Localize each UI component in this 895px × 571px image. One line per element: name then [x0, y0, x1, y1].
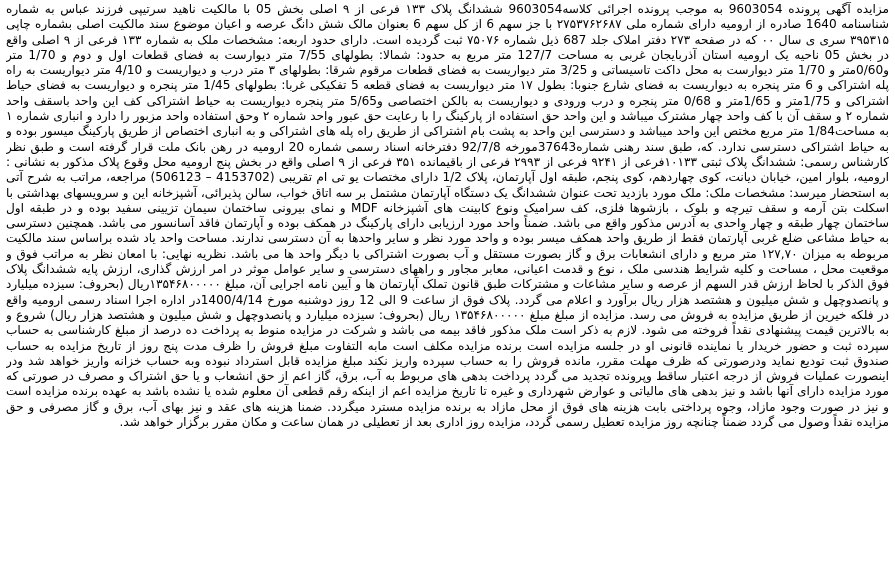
notice-body-text: مزایده آگهی پرونده 9603054 به موجب پرونده اجرائی کلاسه9603054 ششدانگ پلاک ۱۳۳ فرعی از ۹ اصلی بخش 05 با مالکیت ناهید سرتیپی فرزند عباس به شماره شناسنامه 1640 صادره از ارومیه دارای شماره ملی ۲۷۵۳۷۶۲۶۸۷ با جز سهم 6 از کل سهم 6 بعنوان مالک شش دانگ عرصه و اعیان موضوع سند مالکیت اصلی بشماره چاپی ۳۹۵۳۱۵ سری ی سال ۰۰ که در صفحه ۲۷۳ دفتر املاک جلد 687 ذیل شماره ۷۵۰۷۶ ثبت گردیده است. دارای حدود اربعه: مشخصات ملک به شماره ۱۳۳ فرعی از ۹ اصلی واقع در بخش 05 ناحیه یک ارومیه استان آذربایجان غربی به مساحت 127/7 متر مربع به حدود: شمالا: بطولهای 7/55 متر دیوارست به فضای قطعات اول و دوم و 1/70 متر و0/60متر و 1/70 متر دیوارست به محل داکت تاسیساتی و 3/25 متر دیواریست به فضای قطعات مرقوم شرقا: بطولهای ۳ متر درب و دیواریست و 4/10 متر دیواریست به راه پله اشتراکی و 6 متر پنجره به دیواریست به فضای شارع جنوبا: بطول ۱۷ متر دیواریست به فضای قطعه 5 تفکیکی غربا: بطولهای 1/45 متر پنجره و دیواریست به فضای حیاط اشتراکی و 1/75متر و 1/65متر و 0/68 متر پنجره و درب ورودی و دیواریست به بالکن اختصاصی و5/65 متر پنجره دیواریست به حیاط اشتراکی کف این واحد باسقف واحد شماره ۲ و سقف آن با کف واحد چهار مشترک میباشد و این واحد حق استفاده از پارکینگ را با رعایت حق عبور واحد شماره ۲ وحق استفاده واحد مزبور را دارد و انباری شماره ۱ به مساحت1/84 متر مربع مختص این واحد میباشد و دسترسی این واحد به پشت بام اشتراکی از طریق راه پله های اشتراکی و به انباری اختصاص از طریق پارکینگ میسور بوده و به حیاط اشتراکی دسترسی ندارد. که، طبق سند رهنی شماره37643مورخه 92/7/8 دفترخانه اسناد رسمی شماره 20 ارومیه در رهن بانک ملت قرار گرفته است و طبق نظر کارشناس رسمی: ششدانگ پلاک ثبتی ۱۰۱۳۳فرعی از ۹۲۴۱ فرعی از ۲۹۹۳ فرعی از باقیمانده ۳۵۱ فرعی از ۹ اصلی واقع در بخش پنج ارومیه محل وقوع پلاک مذکور به نشانی : ارومیه، بلوار امین، خیابان دیانت، کوی چهاردهم، کوی پنجم، طبقه اول آپارتمان، پلاک 1/2 دارای مختصات یو تی ام تقریبی (4153702 – 506123) مراجعه، مراتب به شرح آتی به استحضار میرسد: مشخصات ملک: ملک مورد بازدید تحت عنوان ششدانگ یک دستگاه آپارتمان مشتمل بر سه اتاق خواب، سالن پذیرائی، آشپزخانه این و سرویسهای بهداشتی با اسکلت بتن آرمه و سقف تیرچه و بلوک ، بازشوها فلزی، کف سرامیک ونوع کابینت های آشپزخانه MDF و نمای بیرونی ساختمان سیمان تزیینی سفید بوده و در طبقه اول ساختمان چهار طبقه و چهار واحدی به آدرس مذکور واقع می باشد. ضمناً واحد مورد ارزیابی دارای پارکینگ در همکف بوده و آپارتمان فاقد آسانسور می باشد. همچنین دسترسی به حیاط مشاعی ضلع غربی آپارتمان فقط از طریق واحد همکف میسر بوده و واحد مورد نظر و سایر واحدها به آن دسترسی ندارند. مساحت واحد یاد شده براساس سند مالکیت مربوطه به میزان ۱۲۷,۷۰ متر مربع و دارای انشعابات برق و گاز بصورت مستقل و آب بصورت اشتراکی با دیگر واحد ها می باشد. نظریه نهایی: با امعان نظر به مراتب فوق و موقعیت محل ، مساحت و کلیه شرایط هندسی ملک ، نوع و قدمت اعیانی، معابر مجاور و راههای دسترسی و سایر عوامل موثر در امر ارزش گذاری، ارزش پایه ششدانگ پلاک فوق الذکر با لحاظ ارزش قدر السهم از عرصه و سایر مشاعات و مشترکات طبق قانون تملک آپارتمان ها و آیین نامه اجرایی آن، مبلغ ۱۳۵۴۶۸۰۰۰۰۰ریال (بحروف: سیزده میلیارد و پانصدوچهل و شش میلیون و هشتصد هزار ریال برآورد و اعلام می گردد. پلاک فوق از ساعت 9 الی 12 روز دوشنبه مورخ 1400/4/14در اداره اجرا اسناد رسمی ارومیه واقع در فلکه خیرین از طریق مزایده به فروش می رسد. مزایده از مبلغ مبلغ ۱۳۵۴۶۸۰۰۰۰۰ ریال (بحروف: سیزده میلیارد و پانصدوچهل و شش میلیون و هشتصد هزار ریال) شروع و به بالاترین قیمت پیشنهادی نقداً فروخته می شود. لازم به ذکر است ملک مذکور فاقد بیمه می باشد و شرکت در مزایده منوط به پرداخت ده درصد از مبلغ کارشناسی به حساب سپرده ثبت و حضور خریدار یا نماینده قانونی او در جلسه مزایده است برنده مزایده مکلف است مابه التفاوت مبلغ فروش را ظرف مدت پنج روز از تاریخ مزایده به حساب صندوق ثبت تودیع نماید ودرصورتی که ظرف مهلت مقرر، مانده فروش را به حساب سپرده واریز نکند مبلغ مزایده قابل استرداد نبوده وبه حساب خزانه واریز خواهد شد ودر اینصورت عملیات فروش از درجه اعتبار ساقط وپرونده تجدید می گردد پرداخت بدهی های مربوط به آب، برق، گاز اعم از حق انشعاب و یا حق اشتراک و مصرف در صورتی که مورد مزایده دارای آنها باشد و نیز بدهی های مالیاتی و عوارض شهرداری و غیره تا تاریخ مزایده اعم از اینکه رقم قطعی آن معلوم شده یا نشده باشد به عهده برنده مزایده است و نیز در صورت وجود مازاد، وجوه پرداختی بابت هزینه های فوق از محل مازاد به برنده مزایده مسترد میگردد. ضمنا هزینه های عقد و نیز بهای آب، برق و گاز مصرفی و حق مزایده نقداً وصول می گردد ضمناً چنانچه روز مزایده تعطیل رسمی گردد، مزایده روز اداری بعد از تعطیلی در همان ساعت و مکان مقرر برگزار خواهد شد. [6, 2, 889, 430]
auction-notice [6, 2, 889, 569]
